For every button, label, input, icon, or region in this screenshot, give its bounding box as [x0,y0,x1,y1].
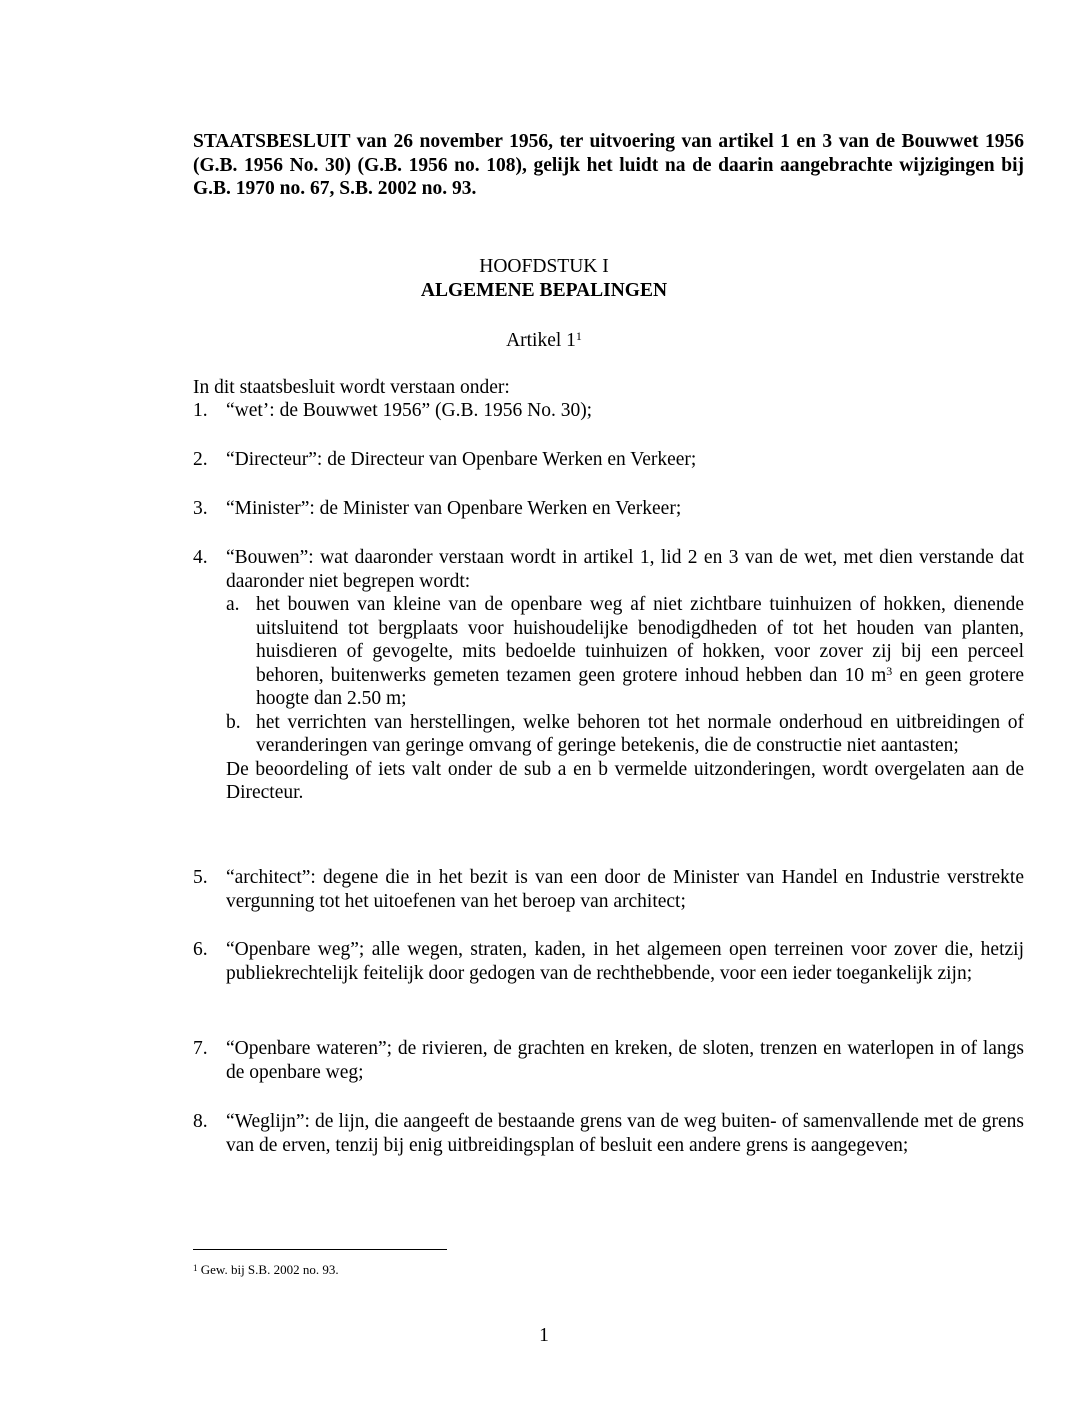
definition-item-8 [193,1110,1024,1157]
footnote-divider [193,1249,447,1250]
item-number: 5. [193,867,208,888]
article-footnote-mark[interactable]: 1 [575,329,582,343]
item-number: 2. [193,449,208,470]
page-number: 1 [539,1325,549,1346]
item-text: “Weglijn”: de lijn, die aangeeft de bestaande grens van de weg buiten- of samenvallende met de grens van de erven, tenzij bij enig uitbreidingsplan of besluit een andere grens is aangegeven; [226,1111,1024,1156]
decree-title: STAATSBESLUIT van 26 november 1956, ter uitvoering van artikel 1 en 3 van de Bouwwet 1956 (G.B. 1956 No. 30) (G.B. 1956 no. 108), gelijk het luidt na de daarin aangebrachte wijzigingen bij G.B. 1970 no. 67, S.B. 2002 no. 93. [193,131,1024,199]
footnote-text: Gew. bij S.B. 2002 no. 93. [200,1262,339,1277]
sub-item-text: het verrichten van herstellingen, welke behoren tot het normale onderhoud en uitbreidingen of veranderingen van geringe omvang of geringe betekenis, die de constructie niet aantasten; [256,711,1024,756]
item-text: “wet’: de Bouwwet 1956” (G.B. 1956 No. 30); [226,400,593,421]
sub-item-a [226,593,1024,711]
item-text: “Openbare wateren”; de rivieren, de grachten en kreken, de sloten, trenzen en waterlopen in of langs de openbare weg; [226,1038,1024,1083]
article-heading [0,329,1088,353]
item-number: 1. [193,400,208,421]
sub-item-label: a. [226,594,240,615]
definition-item-6 [193,938,1024,985]
item-number: 7. [193,1038,208,1059]
definition-item-5 [193,866,1024,913]
item-text: “Openbare weg”; alle wegen, straten, kaden, in het algemeen open terreinen voor zover die, hetzij publiekrechtelijk feitelijk door gedogen van de rechthebbende, voor een ieder toegankelijk zijn; [226,939,1024,984]
item-number: 8. [193,1111,208,1132]
footnote [193,1262,339,1278]
item-number: 3. [193,498,208,519]
definition-item-2 [193,448,1024,472]
footnote-mark: 1 [193,1263,198,1273]
sub-item-label: b. [226,711,241,733]
intro-text: In dit staatsbesluit wordt verstaan onder: [193,377,510,398]
item-text: “Directeur”: de Directeur van Openbare Werken en Verkeer; [226,449,697,470]
item-number: 4. [193,547,208,568]
item-text: “Minister”: de Minister van Openbare Werken en Verkeer; [226,498,682,519]
item-note: De beoordeling of iets valt onder de sub a en b vermelde uitzonderingen, wordt overgelaten aan de Directeur. [226,758,1024,803]
definition-item-4 [193,546,1024,805]
definition-item-1 [193,399,1024,423]
article-label: Artikel 1 [506,330,576,351]
definition-item-7 [193,1037,1024,1084]
item-text: “Bouwen”: wat daaronder verstaan wordt in artikel 1, lid 2 en 3 van de wet, met dien verstande dat daaronder niet begrepen wordt: [226,547,1024,592]
chapter-heading: ALGEMENE BEPALINGEN [420,280,668,301]
sub-item-text: het bouwen van kleine van de openbare weg af niet zichtbare tuinhuizen of hokken, dienende uitsluitend tot bergplaats voor huishoudelijke benodigdheden of tot het houden van planten, huisdieren of gevogelte, mits bedoelde tuinhuizen of hokken, voor zover zij bij een perceel behoren, buitenwerks gemeten tezamen geen grotere inhoud hebben dan 10 $m^3$ en geen grotere hoogte dan 2.50 m; [256,594,1024,709]
chapter-label: HOOFDSTUK I [479,256,609,277]
item-text: “architect”: degene die in het bezit is van een door de Minister van Handel en Industrie verstrekte vergunning tot het uitoefenen van het beroep van architect; [226,867,1024,912]
item-number: 6. [193,939,208,960]
definition-item-3 [193,497,1024,521]
sub-item-b [226,711,1024,758]
